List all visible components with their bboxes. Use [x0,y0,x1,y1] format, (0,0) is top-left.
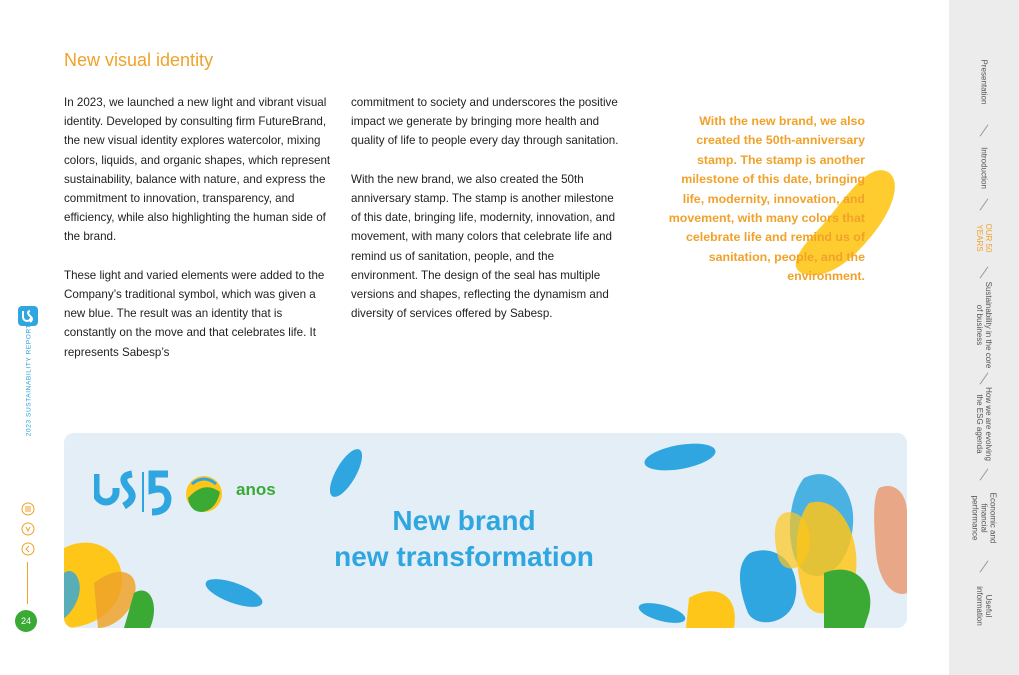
back-icon[interactable] [21,522,35,536]
sidebar-separator [980,468,989,480]
headline-line-2: new transformation [334,541,594,572]
sidebar-item-presentation[interactable]: Presentation [979,59,989,105]
sidebar-separator [980,560,989,572]
home-icon[interactable] [21,502,35,516]
headline-line-1: New brand [392,505,536,536]
report-label: 2023 SUSTAINABILITY REPORT [25,323,33,437]
sidebar-item-economic-performance[interactable]: Economic and financial performance [970,492,998,544]
margin-divider [27,562,28,604]
forward-icon[interactable] [21,542,35,556]
paragraph: These light and varied elements were added to the Company’s traditional symbol, which was given a new blue. The result was an identity that is constantly on the move and that celebrates life. It represents Sabesp’s [64,268,325,359]
pull-quote: With the new brand, we also created the 50th-anniversary stamp. The stamp is another milestone of this date, bringing life, modernity, innovation, and movement, with many colors that celebrate life and remind us of sanitation, people, and the environment. [668,114,865,284]
sidebar-separator [980,198,989,210]
logo-anos-text: anos [236,480,276,499]
paragraph: In 2023, we launched a new light and vibrant visual identity. Developed by consulting firm FutureBrand, the new visual identity explores watercolor, mixing colors, liquids, and organic shapes, which represent sustainability, balance with nature, and express the commitment to innovation, transparency, and efficiency, while also highlighting the human side of the brand. [64,96,331,244]
page-title: New visual identity [64,50,214,70]
section-sidebar [949,0,1019,675]
sidebar-item-useful-information[interactable]: Useful information [975,586,993,626]
paragraph: commitment to society and underscores the positive impact we generate by bringing more health and quality of life to people every day through sanitation. [351,96,619,148]
banner-headline [314,503,614,575]
sidebar-item-our-50-years[interactable]: OUR 50 YEARS [975,223,993,253]
sidebar-item-esg-agenda[interactable]: How we are evolving the ESG agenda [975,387,993,461]
sidebar-separator [980,124,989,136]
body-column-2 [351,93,623,343]
brand-banner [64,433,907,628]
sidebar-item-introduction[interactable]: Introduction [979,147,989,189]
sidebar-separator [980,266,989,278]
sidebar-separator [980,372,989,384]
sidebar-item-sustainability[interactable]: Sustainability in the core of business [975,281,993,369]
body-column-1 [64,93,336,381]
page-number: 24 [15,610,37,632]
sabesp-50-logo [94,468,234,516]
paragraph: With the new brand, we also created the 50th anniversary stamp. The stamp is another milestone of this date, bringing life, modernity, innovation, and movement, with many colors that celebrate life and remind us of sanitation, people, and the environment. The design of the seal has multiple versions and shapes, reflecting the dynamism and diversity of services offered by Sabesp. [351,172,616,321]
